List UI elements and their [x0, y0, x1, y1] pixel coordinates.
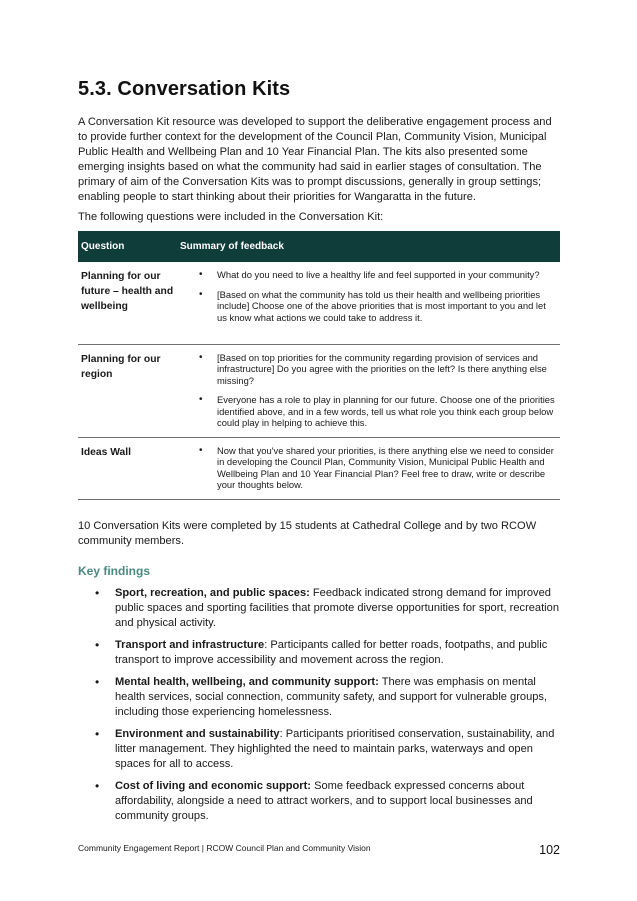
feedback-item: • What do you need to live a healthy life and feel supported in your community?: [177, 269, 560, 281]
table-row: [78, 344, 560, 437]
finding-item: [78, 638, 560, 668]
finding-label: Transport and infrastructure: [115, 639, 265, 651]
finding-text: Some feedback expressed concerns about affordability, alongside a need to attract workers, and to support local businesses and community groups.: [115, 780, 533, 822]
finding-text: : Participants called for better roads, footpaths, and public transport to improve accessibility and movement across the region.: [115, 639, 548, 666]
question-cell: Planning for our future – health and wellbeing: [78, 262, 177, 344]
table-header-row: [78, 231, 560, 262]
questions-table: [78, 231, 560, 500]
table-lead-text: The following questions were included in the Conversation Kit:: [78, 211, 384, 223]
table-row: [78, 262, 560, 344]
feedback-item: • Now that you've shared your priorities, is there anything else we need to consider in developing the Council Plan, Community Vision, Municipal Public Health and Wellbeing Plan and 10 Year Financial Plan? Feel free to draw, write or describe your thoughts below.: [177, 445, 560, 491]
page-number: 102: [539, 843, 560, 857]
completion-summary: 10 Conversation Kits were completed by 15 students at Cathedral College and by two RCOW community members.: [78, 520, 537, 547]
section-heading: 5.3. Conversation Kits: [78, 78, 291, 100]
finding-item: [78, 727, 560, 772]
finding-text: Feedback indicated strong demand for improved public spaces and sporting facilities that promote diverse opportunities for sport, recreation and physical activity.: [115, 587, 559, 629]
finding-label: Cost of living and economic support:: [115, 780, 311, 792]
finding-item: [78, 586, 560, 631]
finding-text: There was emphasis on mental health services, social connection, community safety, and support for vulnerable groups, including those experiencing homelessness.: [115, 676, 548, 718]
header-summary: Summary of feedback: [177, 231, 560, 262]
finding-text: : Participants prioritised conservation, sustainability, and litter management. They highlighted the need to maintain parks, waterways and open spaces for all to access.: [115, 728, 555, 770]
feedback-cell: [177, 344, 560, 437]
feedback-cell: [177, 437, 560, 499]
intro-paragraph: A Conversation Kit resource was developed to support the deliberative engagement process and to provide further context for the development of the Council Plan, Community Vision, Municipal Public Health and Wellbeing Plan and 10 Year Financial Plan. The kits also presented some emerging insights based on what the community had said in earlier stages of consultation. The primary of aim of the Conversation Kits was to prompt discussions, generally in group settings; enabling people to start thinking about their priorities for Wangaratta in the future.: [78, 116, 552, 203]
finding-item: [78, 779, 560, 824]
finding-label: Environment and sustainability: [115, 728, 280, 740]
feedback-item: • [Based on what the community has told us their health and wellbeing priorities include] Choose one of the above priorities that is most important to you and let us know what actions we could take to address it.: [177, 289, 560, 324]
key-findings-heading: Key findings: [78, 564, 151, 578]
feedback-cell: [177, 262, 560, 344]
question-cell: Planning for our region: [78, 344, 177, 437]
feedback-item: • [Based on top priorities for the community regarding provision of services and infrastructure] Do you agree with the priorities on the left? Is there anything else missing?: [177, 352, 560, 387]
feedback-item: • Everyone has a role to play in planning for our future. Choose one of the priorities identified above, and in a few words, tell us what role you think each group below could play in helping to achieve this.: [177, 394, 560, 429]
table-row: [78, 437, 560, 499]
key-findings-list: [78, 586, 560, 831]
header-question: Question: [78, 231, 177, 262]
page-footer: Community Engagement Report | RCOW Council Plan and Community Vision: [78, 843, 371, 853]
question-cell: Ideas Wall: [78, 437, 177, 499]
finding-label: Mental health, wellbeing, and community support:: [115, 676, 379, 688]
finding-label: Sport, recreation, and public spaces:: [115, 587, 310, 599]
finding-item: [78, 675, 560, 720]
